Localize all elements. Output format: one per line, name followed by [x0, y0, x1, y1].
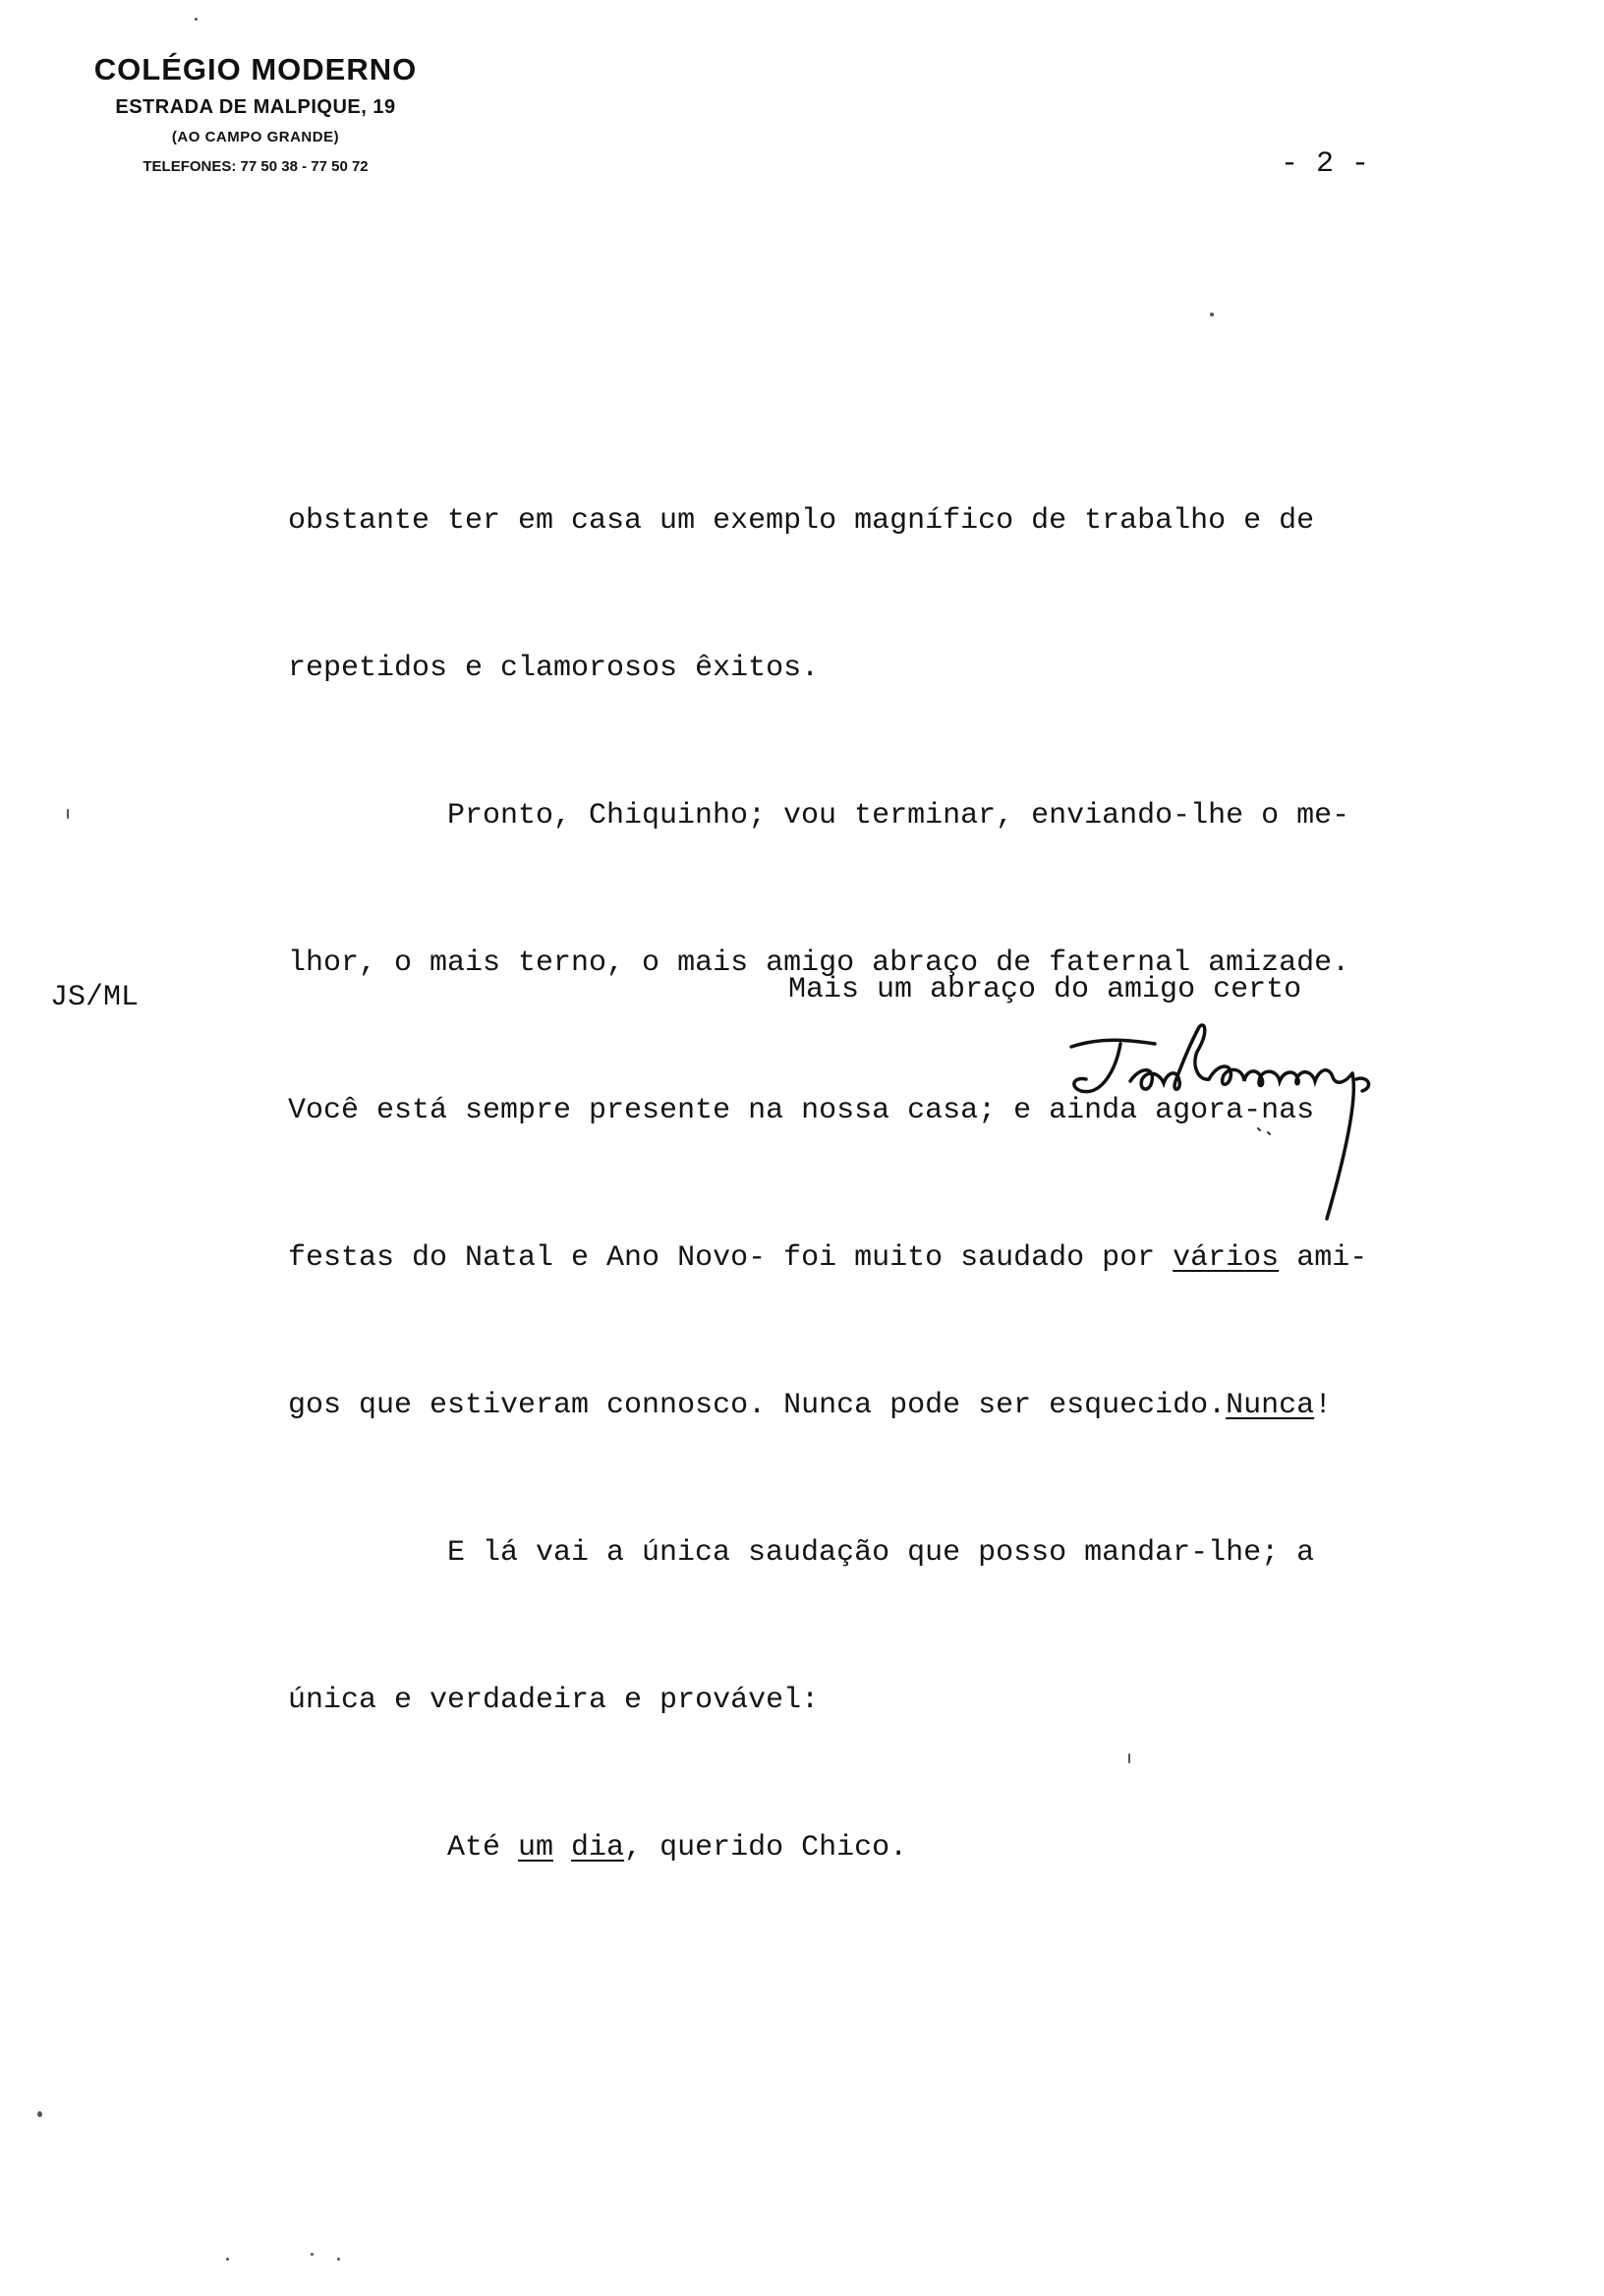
- body-line: Você está sempre presente na nossa casa; e ainda agora-nas: [288, 1094, 1315, 1127]
- reference-initials: JS/ML: [50, 981, 140, 1014]
- body-line: [288, 791, 1367, 840]
- paper-speck: [226, 2258, 229, 2261]
- paper-speck: [1128, 1753, 1130, 1763]
- paper-speck: [67, 809, 69, 819]
- school-location: (AO CAMPO GRANDE): [171, 129, 340, 145]
- text-run: Até: [447, 1831, 519, 1865]
- closing-line: Mais um abraço do amigo certo: [788, 973, 1302, 1006]
- text-run: [553, 1831, 571, 1865]
- text-run: !: [1314, 1389, 1333, 1422]
- body-line: obstante ter em casa um exemplo magnífico de trabalho e de: [288, 504, 1315, 538]
- underlined-word: um: [518, 1831, 554, 1865]
- handwritten-signature: [1061, 1022, 1455, 1229]
- body-line: única e verdadeira e provável:: [288, 1684, 820, 1717]
- paragraph-start: Pronto, Chiquinho; vou terminar, enviando-lhe o me-: [447, 799, 1350, 832]
- body-line: [288, 1823, 1367, 1872]
- underlined-word: dia: [571, 1831, 625, 1865]
- text-run: ami-: [1279, 1241, 1368, 1275]
- school-address: ESTRADA DE MALPIQUE, 19: [115, 96, 396, 118]
- paper-speck: [311, 2253, 314, 2256]
- body-line: [288, 1528, 1367, 1578]
- paper-speck: [37, 2111, 42, 2117]
- body-line: [288, 1234, 1367, 1283]
- paper-speck: [337, 2258, 340, 2261]
- page-number: - 2 -: [1281, 147, 1370, 181]
- paragraph-start: E lá vai a única saudação que posso mandar-lhe; a: [447, 1536, 1315, 1570]
- body-line: [288, 1381, 1367, 1430]
- text-run: festas do Natal e Ano Novo- foi muito saudado por: [288, 1241, 1174, 1275]
- school-name: COLÉGIO MODERNO: [93, 52, 418, 86]
- school-phones: TELEFONES: 77 50 38 - 77 50 72: [143, 158, 369, 175]
- letterhead: [39, 49, 472, 183]
- text-run: gos que estiveram connosco. Nunca pode ser esquecido.: [288, 1389, 1227, 1422]
- text-run: , querido Chico.: [624, 1831, 908, 1865]
- body-line: lhor, o mais terno, o mais amigo abraço de faternal amizade.: [288, 947, 1350, 980]
- underlined-word: vários: [1173, 1241, 1280, 1275]
- underlined-word: Nunca: [1226, 1389, 1315, 1422]
- paper-speck: [195, 18, 198, 21]
- body-line: repetidos e clamorosos êxitos.: [288, 652, 820, 685]
- paper-speck: [1210, 313, 1214, 316]
